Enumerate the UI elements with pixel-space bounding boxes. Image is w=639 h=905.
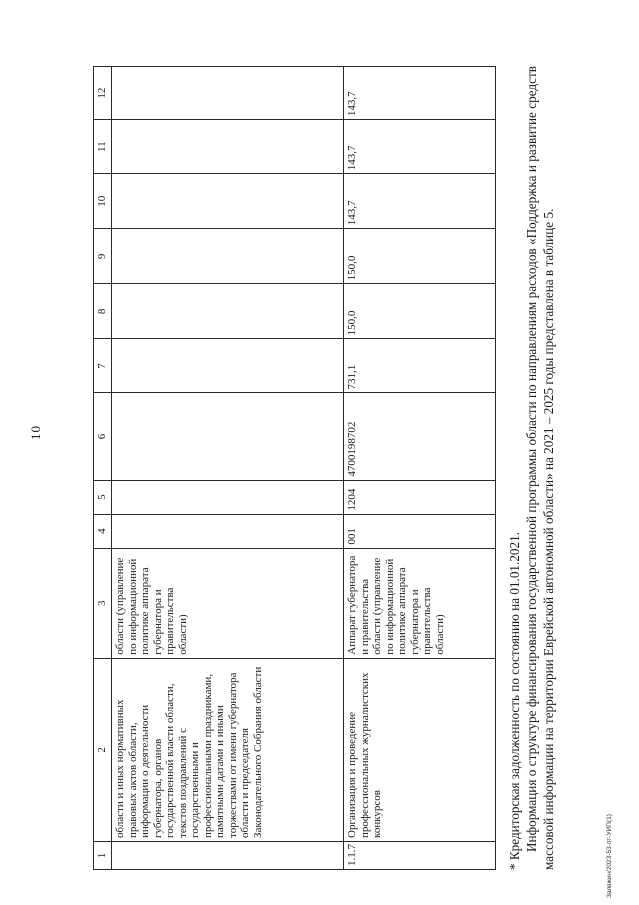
value-cell: 150,0	[344, 284, 496, 339]
value-cell: 150,0	[344, 229, 496, 284]
table-header-row	[94, 67, 112, 870]
header-cell: 2	[94, 658, 112, 841]
header-cell: 1	[94, 841, 112, 869]
value-cell	[112, 284, 344, 339]
page-number: 10	[28, 425, 43, 440]
rotated-content	[93, 38, 603, 870]
value-cell: 143,7	[344, 67, 496, 120]
csr-cell: 4700198702	[344, 393, 496, 480]
table-row	[112, 67, 344, 870]
rzpr-cell: 1204	[344, 480, 496, 514]
csr-cell	[112, 393, 344, 480]
header-cell: 8	[94, 284, 112, 339]
executor-cell: Аппарат губернатора и правительства области (управление по информационной политике аппарата губернатора и правительства области)	[344, 548, 496, 658]
header-cell: 9	[94, 229, 112, 284]
value-cell	[112, 174, 344, 229]
rzpr-cell	[112, 480, 344, 514]
executor-cell: области (управление по информационной политике аппарата губернатора и правительства области)	[112, 548, 344, 658]
table-reference-paragraph: Информация о структуре финансирования государственной программы области по направлениям расходов «Поддержка и развитие средств массовой информации на территории Еврейской автономной области» на 2021 – 2025 годы представлена в таблице 5.	[524, 66, 556, 870]
value-cell	[112, 67, 344, 120]
activity-name-cell: Организация и проведение профессиональных журналистских конкурсов	[344, 658, 496, 841]
document-code: Заявжин/2023-53-пт-УИП(1)	[606, 814, 613, 898]
header-cell: 4	[94, 514, 112, 548]
footnote: * Кредиторская задолженность по состоянию на 01.01.2021.	[507, 532, 522, 870]
notes-block	[506, 66, 557, 870]
header-cell: 10	[94, 174, 112, 229]
header-cell: 11	[94, 120, 112, 174]
value-cell: 731,1	[344, 339, 496, 393]
activity-name-cell: области и иных нормативных правовых актов области, информации о деятельности губернатора, органов государственной власти области, текстов поздравлений с государственными и профессиональными праздниками, памятными датами и иными торжествами от имени губернатора области и председателя Законодательного Собрания области	[112, 658, 344, 841]
value-cell	[112, 229, 344, 284]
value-cell: 143,7	[344, 120, 496, 174]
table-row	[344, 67, 496, 870]
header-cell: 5	[94, 480, 112, 514]
value-cell	[112, 339, 344, 393]
financing-table	[93, 66, 496, 870]
grbs-cell: 001	[344, 514, 496, 548]
grbs-cell	[112, 514, 344, 548]
header-cell: 6	[94, 393, 112, 480]
value-cell	[112, 120, 344, 174]
row-number-cell	[112, 841, 344, 869]
header-cell: 3	[94, 548, 112, 658]
header-cell: 12	[94, 67, 112, 120]
row-number-cell: 1.1.7	[344, 841, 496, 869]
header-cell: 7	[94, 339, 112, 393]
value-cell: 143,7	[344, 174, 496, 229]
